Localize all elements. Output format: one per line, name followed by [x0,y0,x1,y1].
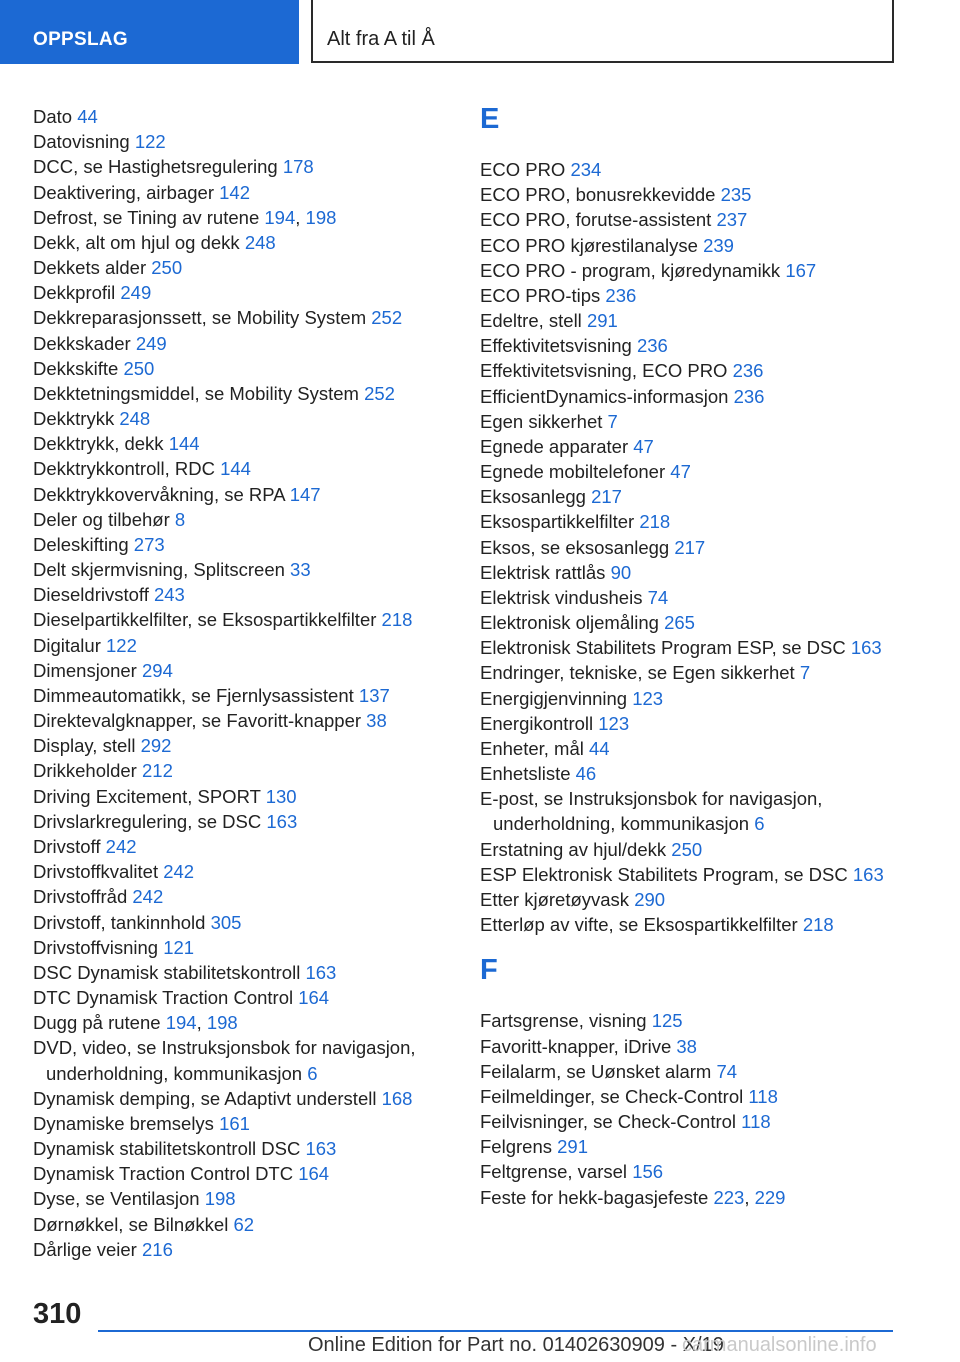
index-entry [480,585,900,610]
index-entry [480,258,900,283]
index-term: Drivstoff [33,835,101,857]
index-entry [33,607,443,632]
page-reference-link[interactable]: 144 [220,458,251,480]
index-entry [33,381,443,406]
index-entry [33,482,443,507]
index-term: Dårlige veier [33,1238,137,1260]
index-entry [33,431,443,456]
page-reference-link[interactable]: 44 [589,737,610,759]
page-reference-link[interactable]: 62 [233,1213,255,1235]
page-reference-link[interactable]: 163 [852,863,884,885]
index-term: E-post, se Instruksjonsbok for navigasjon, underholdning, kommunikasjon [480,788,823,835]
index-term: Effektivitetsvisning [480,335,632,357]
page-reference-link[interactable]: 142 [219,181,250,203]
index-term: Deler og tilbehør [33,508,170,530]
page-reference-link[interactable]: 163 [850,637,882,659]
index-term: Elektronisk Stabilitets Program ESP, se DSC [480,637,846,659]
index-term: Egnede apparater [480,435,629,457]
index-term: Dekktrykkontroll, RDC [33,458,215,480]
footer-divider [98,1330,893,1332]
page-reference-link[interactable]: 212 [142,760,173,782]
page-reference-link[interactable]: 47 [633,435,654,457]
page-reference-link[interactable]: 236 [732,360,764,382]
index-entry [480,610,900,635]
index-entry [33,1186,443,1211]
page-reference-link[interactable]: 7 [799,662,811,684]
index-term: Drikkeholder [33,760,137,782]
index-entry [33,557,443,582]
index-entry [480,157,900,182]
index-term: Direktevalgknapper, se Favoritt-knapper [33,710,362,732]
index-entry [33,784,443,809]
page-reference-link[interactable]: 242 [105,835,137,857]
index-term: Eksospartikkelfilter [480,511,635,533]
page-reference-link[interactable]: 249 [120,282,152,304]
page-reference-link[interactable]: 161 [219,1112,250,1134]
index-term: Dørnøkkel, se Bilnøkkel [33,1213,229,1235]
index-entry [33,406,443,431]
page-reference-link[interactable]: 147 [289,483,321,505]
index-entry [480,283,900,308]
index-entry: Defrost, se Tining av rutene 194, 198 [33,206,337,228]
index-term: Dugg på rutene [33,1012,161,1034]
index-entry [480,434,900,459]
page-reference-link[interactable]: 236 [636,335,668,357]
index-term: ECO PRO, forutse-assistent [480,209,712,231]
index-entry [33,532,443,557]
index-term: ECO PRO - program, kjøredynamikk [480,259,781,281]
index-entry [480,409,900,434]
page-reference-link[interactable]: 74 [647,586,669,608]
index-entry [480,384,900,409]
index-term: Drivstoffkvalitet [33,861,159,883]
index-term: Favoritt-knapper, iDrive [480,1035,672,1057]
edition-text: Online Edition for Part no. 01402630909 - X/19 [308,1334,724,1356]
page-reference-link[interactable]: 292 [140,735,172,757]
page-reference-link[interactable]: 47 [670,461,691,483]
index-term: Eksosanlegg [480,486,586,508]
index-term: Drivslarkregulering, se DSC [33,810,262,832]
index-entry [33,633,443,658]
index-entry [33,1086,443,1111]
index-term: Feltgrense, varsel [480,1161,628,1183]
index-entry [480,786,900,836]
index-entry [480,1134,900,1159]
index-term: ECO PRO kjørestilanalyse [480,234,698,256]
index-entry [33,884,443,909]
index-entry [33,230,443,255]
chapter-title: Alt fra A til Å [327,28,435,50]
page-reference-link[interactable]: 38 [366,710,387,732]
index-term: Effektivitetsvisning, ECO PRO [480,360,728,382]
page-reference-link[interactable]: 250 [123,357,155,379]
page-reference-link[interactable]: 252 [371,307,403,329]
index-term: Dimensjoner [33,659,137,681]
page-reference-link[interactable]: 167 [785,259,817,281]
page-reference-link[interactable]: 239 [703,234,734,256]
index-entry [33,582,443,607]
index-entry [480,887,900,912]
page-reference-link[interactable]: 223 [713,1186,745,1208]
page-reference-link[interactable]: 118 [741,1111,771,1133]
page-reference-link[interactable]: 168 [381,1087,413,1109]
page-reference-link[interactable]: 243 [153,584,185,606]
index-term: Dekktrykkovervåkning, se RPA [33,483,285,505]
page-reference-link[interactable]: 294 [142,659,173,681]
page-reference-link[interactable]: 164 [298,1163,330,1185]
page-reference-link[interactable]: 163 [305,961,337,983]
watermark: carmanualsonline.info [682,1334,877,1356]
index-term: Dekktetningsmiddel, se Mobility System [33,382,359,404]
index-term: Dynamisk stabilitetskontroll DSC [33,1138,301,1160]
page-reference-link[interactable]: 6 [307,1062,318,1084]
index-term: Etter kjøretøyvask [480,888,630,910]
page-reference-link[interactable]: 156 [632,1161,664,1183]
page-reference-link[interactable]: 217 [674,536,706,558]
page-reference-link[interactable]: 194 [165,1012,197,1034]
index-entry [480,1008,900,1033]
section-tab [0,0,299,64]
page-reference-link[interactable]: 265 [664,612,695,634]
page-reference-link[interactable]: 178 [282,156,314,178]
index-entry [33,733,443,758]
index-entry [33,280,443,305]
index-entry [480,1034,900,1059]
index-entry [33,809,443,834]
index-entry [480,912,900,937]
page-reference-link[interactable]: 130 [265,785,297,807]
index-entry [480,484,900,509]
index-term: Dimmeautomatikk, se Fjernlysassistent [33,684,354,706]
section-label: OPPSLAG [33,29,129,50]
index-term: Feilvisninger, se Check-Control [480,1111,737,1133]
index-entry [33,1212,443,1237]
index-term: Elektronisk oljemåling [480,612,659,634]
index-entry [33,104,443,129]
page-reference-link[interactable]: 118 [748,1085,778,1107]
page-reference-link[interactable]: 242 [132,886,164,908]
index-term: EfficientDynamics-informasjon [480,385,729,407]
index-entry [33,180,443,205]
page-reference-link[interactable]: 198 [206,1012,238,1034]
page-reference-link[interactable]: 198 [204,1188,236,1210]
index-entry [33,1237,443,1262]
page-reference-link[interactable]: 218 [639,511,671,533]
index-entry [480,182,900,207]
index-entry [33,154,443,179]
page-reference-link[interactable]: 248 [244,231,276,253]
index-entry [33,758,443,783]
index-entry [480,1059,900,1084]
index-entry [480,761,900,786]
index-entry [480,560,900,585]
index-entry [480,736,900,761]
index-entry [480,837,900,862]
index-term: Dekkprofil [33,282,116,304]
index-term: Enheter, mål [480,737,584,759]
page-reference-link[interactable]: 122 [106,634,137,656]
index-entry [480,862,900,887]
page-reference-link[interactable]: 216 [142,1238,173,1260]
page-reference-link[interactable]: 74 [716,1060,738,1082]
index-entry [33,935,443,960]
page-reference-link[interactable]: 234 [570,159,602,180]
index-term: Egen sikkerhet [480,410,603,432]
index-entry [480,459,900,484]
index-entry [480,207,900,232]
page-reference-link[interactable]: 252 [364,382,395,404]
index-entry [480,686,900,711]
index-entry [33,507,443,532]
index-term: Datovisning [33,131,130,153]
index-term: Feilalarm, se Uønsket alarm [480,1060,712,1082]
page-reference-link[interactable]: 229 [754,1186,786,1208]
index-term: Energikontroll [480,712,594,734]
page-reference-link[interactable]: 250 [151,257,183,279]
page-reference-link[interactable]: 291 [557,1136,588,1158]
index-term: Dekkets alder [33,257,147,279]
index-term: Dekkskader [33,332,131,354]
page-reference-link[interactable]: 218 [802,914,834,936]
index-letter-heading: E [480,103,500,135]
page-reference-link[interactable]: 218 [381,609,413,631]
index-term: Display, stell [33,735,136,757]
index-term: Dekktrykk [33,408,115,430]
index-term: Edeltre, stell [480,310,582,332]
page-reference-link[interactable]: 6 [754,813,765,835]
index-term: Deaktivering, airbager [33,181,214,203]
page-reference-link[interactable]: 121 [163,936,195,958]
page-reference-link[interactable]: 38 [676,1035,697,1057]
index-term: Dyse, se Ventilasjon [33,1188,200,1210]
index-entry [33,658,443,683]
index-term: Eksos, se eksosanlegg [480,536,670,558]
index-term: Dato [33,106,73,127]
index-entry [33,305,443,330]
index-column-right [480,104,900,1210]
page-reference-link[interactable]: 273 [133,533,165,555]
index-entry [33,960,443,985]
index-entry [33,1161,443,1186]
index-term: ECO PRO [480,159,566,180]
index-entry [33,356,443,381]
page-reference-link[interactable]: 163 [266,810,298,832]
index-term: Delt skjermvisning, Splitscreen [33,559,285,581]
index-entry [480,1084,900,1109]
page-reference-link[interactable]: 137 [358,684,390,706]
index-entry [33,834,443,859]
index-term: ESP Elektronisk Stabilitets Program, se DSC [480,863,848,885]
index-entry [33,331,443,356]
index-entry [33,708,443,733]
index-term: Endringer, tekniske, se Egen sikkerhet [480,662,795,684]
page-reference-link[interactable]: 236 [605,284,637,306]
index-entry [480,535,900,560]
index-term: Elektrisk vindusheis [480,586,643,608]
index-entry [33,683,443,708]
index-term: DTC Dynamisk Traction Control [33,987,294,1009]
index-entry [480,233,900,258]
index-entry: Feste for hekk-bagasjefeste 223, 229 [480,1186,786,1208]
page-reference-link[interactable]: 194 [264,206,296,228]
index-term: Dynamisk demping, se Adaptivt understell [33,1087,377,1109]
index-entry [33,1111,443,1136]
index-term: DSC Dynamisk stabilitetskontroll [33,961,301,983]
index-entry [480,509,900,534]
index-entry [33,859,443,884]
page-reference-link[interactable]: 7 [607,410,618,432]
index-letter-heading: F [480,954,498,987]
page-reference-link[interactable]: 123 [632,687,664,709]
page-reference-link[interactable]: 198 [305,206,337,228]
index-term: Dekktrykk, dekk [33,433,164,455]
index-entry [33,910,443,935]
page-reference-link[interactable]: 248 [119,408,151,430]
index-term: Dekkreparasjonssett, se Mobility System [33,307,367,329]
index-term: Feilmeldinger, se Check-Control [480,1085,744,1107]
index-term: Feste for hekk-bagasjefeste [480,1186,709,1208]
index-term: Dynamisk Traction Control DTC [33,1163,294,1185]
index-term: Felgrens [480,1136,552,1158]
index-term: Dieseldrivstoff [33,584,149,606]
page-reference-link[interactable]: 291 [586,310,618,332]
index-term: Drivstoffvisning [33,936,159,958]
index-term: Energigjenvinning [480,687,628,709]
index-term: Defrost, se Tining av rutene [33,206,260,228]
page-reference-link[interactable]: 8 [174,508,186,530]
index-term: Digitalur [33,634,101,656]
page-reference-link[interactable]: 249 [135,332,167,354]
page-reference-link[interactable]: 33 [290,559,311,581]
page-reference-link[interactable]: 163 [305,1138,337,1160]
page-reference-link[interactable]: 122 [134,131,166,153]
index-entry: Dugg på rutene 194, 198 [33,1012,238,1034]
index-entry [480,711,900,736]
index-entry [480,635,900,660]
index-term: Dieselpartikkelfilter, se Eksospartikkelfilter [33,609,377,631]
index-term: Fartsgrense, visning [480,1010,647,1032]
index-entry [33,985,443,1010]
index-entry [33,1136,443,1161]
page-reference-link[interactable]: 123 [598,712,630,734]
index-term: ECO PRO, bonusrekkevidde [480,184,716,206]
page-reference-link[interactable]: 217 [591,486,622,508]
page-reference-link[interactable]: 290 [634,888,666,910]
page-reference-link[interactable]: 144 [168,433,200,455]
page-reference-link[interactable]: 90 [610,561,632,583]
index-term: DCC, se Hastighetsregulering [33,156,278,178]
index-entry [33,255,443,280]
index-entry [480,1159,900,1184]
page-reference-link[interactable]: 235 [720,184,752,206]
index-term: Erstatning av hjul/dekk [480,838,667,860]
index-term: Driving Excitement, SPORT [33,785,261,807]
page-reference-link[interactable]: 237 [716,209,748,231]
index-entry [480,660,900,685]
page-reference-link[interactable]: 164 [298,987,330,1009]
page-reference-link[interactable]: 242 [163,861,195,883]
page-reference-link[interactable]: 305 [210,911,242,933]
index-term: Dekkskifte [33,357,119,379]
page-reference-link[interactable]: 125 [651,1010,683,1032]
index-entry [33,1035,443,1085]
index-entry [480,333,900,358]
page-reference-link[interactable]: 250 [671,838,703,860]
index-entry [33,129,443,154]
index-term: Etterløp av vifte, se Eksospartikkelfilter [480,914,798,936]
index-term: Enhetsliste [480,763,571,785]
index-term: Elektrisk rattlås [480,561,606,583]
index-entry [480,1109,900,1134]
index-term: Dynamiske bremselys [33,1112,214,1134]
index-term: Deleskifting [33,533,129,555]
index-column-left [33,104,443,1262]
index-term: Dekk, alt om hjul og dekk [33,231,240,253]
index-term: Drivstoff, tankinnhold [33,911,206,933]
index-term: DVD, video, se Instruksjonsbok for navigasjon, underholdning, kommunikasjon [33,1037,416,1084]
index-term: ECO PRO-tips [480,284,601,306]
index-entry [33,456,443,481]
page-number: 310 [33,1298,82,1330]
chapter-header [311,0,894,63]
index-term: Egnede mobiltelefoner [480,461,666,483]
index-term: Drivstoffråd [33,886,128,908]
index-entry [480,308,900,333]
index-entry [480,358,900,383]
page-reference-link[interactable]: 46 [575,763,597,785]
page-reference-link[interactable]: 236 [733,385,765,407]
page-reference-link[interactable]: 44 [77,106,98,127]
